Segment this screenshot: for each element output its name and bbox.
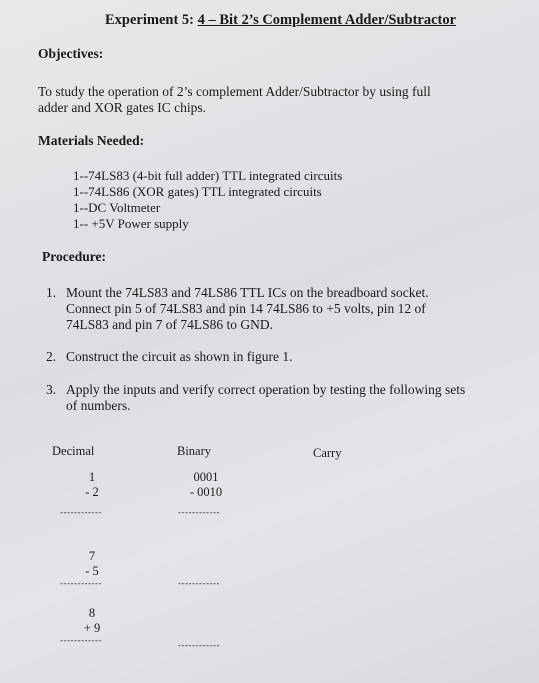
table-header-binary: Binary — [177, 444, 212, 458]
decimal-operand-b: - 2 — [85, 485, 99, 499]
materials-item-1: 1--74LS83 (4-bit full adder) TTL integrated circuits — [73, 168, 343, 183]
binary-operand-b: - 0010 — [189, 485, 223, 499]
materials-item-3: 1--DC Voltmeter — [73, 200, 161, 215]
binary-result-line: ------------ — [178, 507, 220, 517]
step-1-line-2: Connect pin 5 of 74LS83 and pin 14 74LS86 to +5 volts, pin 12 of — [66, 301, 426, 316]
binary-result-line: ------------ — [178, 640, 220, 650]
decimal-operand-a: 7 — [88, 549, 96, 563]
decimal-result-line: ------------ — [60, 578, 102, 588]
title-underlined: 4 – Bit 2’s Complement Adder/Subtractor — [197, 12, 457, 28]
objectives-line-1: To study the operation of 2’s complement Adder/Subtractor by using full — [38, 84, 431, 99]
table-row — [70, 470, 114, 500]
decimal-operand-a: 8 — [88, 606, 96, 620]
table-row — [70, 606, 114, 636]
step-1-line-1: Mount the 74LS83 and 74LS86 TTL ICs on the breadboard socket. — [66, 285, 429, 300]
table-header-carry: Carry — [313, 446, 342, 460]
title-prefix: Experiment 5: — [105, 12, 198, 28]
table-row — [70, 549, 114, 579]
step-2-number: 2. — [46, 349, 57, 364]
step-1-number: 1. — [46, 285, 57, 300]
step-2-line-1: Construct the circuit as shown in figure 1. — [66, 349, 293, 364]
materials-item-4: 1-- +5V Power supply — [73, 216, 189, 231]
decimal-result-line: ------------ — [60, 507, 102, 517]
materials-item-2: 1--74LS86 (XOR gates) TTL integrated circuits — [73, 184, 322, 199]
decimal-operand-a: 1 — [88, 470, 96, 484]
decimal-result-line: ------------ — [60, 635, 102, 645]
decimal-operand-b: - 5 — [85, 564, 99, 578]
page-title — [105, 12, 456, 29]
table-row — [178, 470, 234, 500]
procedure-heading: Procedure: — [42, 249, 106, 264]
step-1-line-3: 74LS83 and pin 7 of 74LS86 to GND. — [66, 317, 273, 332]
objectives-line-2: adder and XOR gates IC chips. — [38, 100, 206, 115]
binary-operand-a: 0001 — [193, 470, 219, 484]
decimal-operand-b: + 9 — [83, 621, 101, 635]
step-3-line-1: Apply the inputs and verify correct operation by testing the following sets — [66, 382, 466, 397]
step-3-line-2: of numbers. — [66, 398, 131, 413]
binary-result-line: ------------ — [178, 578, 220, 588]
step-3-number: 3. — [46, 382, 57, 397]
table-header-decimal: Decimal — [52, 444, 95, 458]
materials-heading: Materials Needed: — [38, 133, 145, 148]
objectives-heading: Objectives: — [38, 46, 104, 61]
